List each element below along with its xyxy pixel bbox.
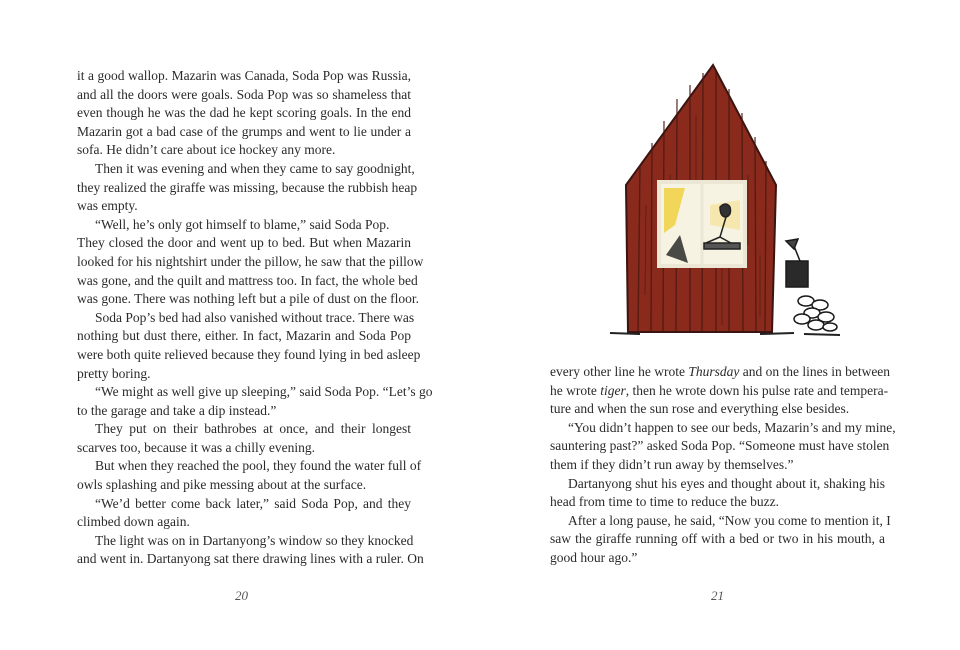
shed-illustration	[580, 55, 850, 345]
text-line: After a long pause, he said, “Now you come to mention it, I	[568, 512, 891, 528]
text-line: But when they reached the pool, they found the water full of	[95, 458, 422, 474]
text-line: they realized the giraffe was missing, because the rubbish heap	[77, 179, 418, 195]
text-line	[550, 382, 889, 401]
text-line: sofa. He didn’t care about ice hockey any more.	[77, 142, 336, 158]
text-line: Dartanyong shut his eyes and thought about it, shaking his	[568, 475, 885, 491]
right-page	[480, 0, 960, 650]
text-line: them if they didn’t run away by themselves.”	[550, 456, 794, 472]
text-line: “We might as well give up sleeping,” said Soda Pop. “Let’s go	[95, 384, 433, 400]
text-fragment: , then he wrote down his pulse rate and tempera-	[625, 382, 889, 398]
text-line: owls splashing and pike messing about at the surface.	[77, 477, 367, 493]
chopping-block	[786, 239, 808, 287]
italic-word: tiger	[600, 382, 626, 398]
text-line: was empty.	[77, 198, 138, 214]
text-fragment: every other line he wrote	[550, 364, 689, 379]
text-line: Soda Pop’s bed had also vanished without trace. There was	[95, 309, 415, 325]
right-page-text	[550, 363, 896, 568]
text-line: even though he was the dad he kept scoring goals. In the end	[77, 105, 411, 121]
text-line: to the garage and take a dip instead.”	[77, 402, 277, 418]
text-line: They closed the door and went up to bed. But when Mazarin	[77, 235, 411, 251]
text-line: head from time to time to reduce the buzz.	[550, 494, 780, 510]
ground	[610, 333, 840, 335]
text-line	[550, 363, 891, 382]
page-number: 21	[711, 588, 724, 603]
text-line: and all the doors were goals. Soda Pop was so shameless that	[77, 86, 411, 102]
text-line: ture and when the sun rose and everything else besides.	[550, 401, 850, 417]
text-line: The light was on in Dartanyong’s window so they knocked	[95, 532, 414, 548]
text-line: were both quite relieved because they found lying in bed asleep	[77, 346, 421, 362]
text-line: looked for his nightshirt under the pillow, he saw that the pillow	[77, 253, 424, 269]
text-line: Mazarin got a bad case of the grumps and went to lie under a	[77, 123, 411, 139]
log-pile	[794, 296, 837, 331]
text-line: Then it was evening and when they came to say goodnight,	[95, 160, 415, 176]
page-number: 20	[235, 588, 248, 603]
text-line: good hour ago.”	[550, 549, 638, 565]
text-line: pretty boring.	[77, 365, 151, 381]
text-line: saw the giraffe running off with a bed or two in his mouth, a	[550, 531, 885, 547]
text-line: was gone. There was nothing left but a pile of dust on the floor.	[77, 291, 420, 307]
text-line: “Well, he’s only got himself to blame,” said Soda Pop.	[95, 216, 390, 232]
text-line: nothing but dust there, either. In fact, Mazarin and Soda Pop	[77, 328, 411, 344]
text-line: climbed down again.	[77, 514, 190, 530]
left-page-text	[77, 67, 433, 569]
text-line: and went in. Dartanyong sat there drawing lines with a ruler. On	[77, 551, 424, 567]
text-line: “You didn’t happen to see our beds, Mazarin’s and my mine,	[568, 419, 896, 435]
text-line: They put on their bathrobes at once, and their longest	[95, 421, 411, 437]
text-line: it a good wallop. Mazarin was Canada, Soda Pop was Russia,	[77, 68, 411, 83]
text-line: scarves too, because it was a chilly evening.	[77, 439, 316, 455]
text-line: sauntering past?” asked Soda Pop. “Someone must have stolen	[550, 438, 890, 454]
text-fragment: he wrote	[550, 382, 601, 398]
text-line: was gone, and the quilt and mattress too. In fact, the whole bed	[77, 272, 418, 288]
text-line: “We’d better come back later,” said Soda Pop, and they	[95, 495, 411, 511]
italic-word: Thursday	[688, 364, 740, 379]
text-fragment: and on the lines in between	[739, 364, 891, 379]
